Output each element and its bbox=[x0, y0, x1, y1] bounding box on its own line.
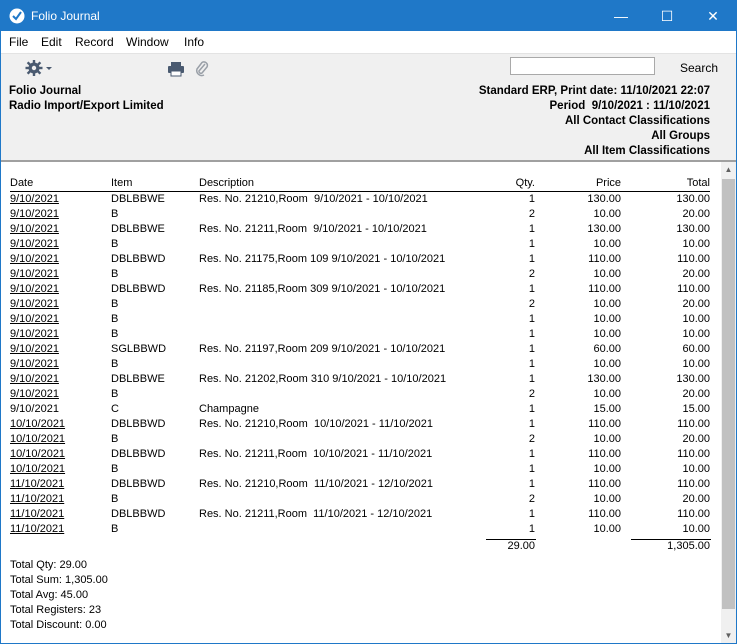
row-price: 10.00 bbox=[593, 328, 621, 340]
company-name: Radio Import/Export Limited bbox=[9, 100, 164, 112]
table-row bbox=[1, 418, 721, 433]
table-row bbox=[1, 463, 721, 478]
row-price: 10.00 bbox=[593, 523, 621, 535]
row-description: Res. No. 21202,Room 310 9/10/2021 - 10/10/2021 bbox=[199, 373, 447, 385]
row-qty: 1 bbox=[528, 253, 535, 265]
title-bar[interactable] bbox=[1, 1, 736, 31]
table-row bbox=[1, 433, 721, 448]
row-date-link[interactable]: 9/10/2021 bbox=[10, 373, 59, 385]
summary-line: Total Sum: 1,305.00 bbox=[10, 574, 108, 586]
row-total: 110.00 bbox=[677, 478, 710, 490]
table-row bbox=[1, 223, 721, 238]
print-icon[interactable] bbox=[167, 61, 185, 77]
row-qty: 2 bbox=[528, 268, 535, 280]
filter-groups: All Groups bbox=[651, 130, 710, 142]
row-total: 110.00 bbox=[677, 418, 710, 430]
table-row bbox=[1, 313, 721, 328]
row-total: 110.00 bbox=[677, 508, 710, 520]
row-price: 130.00 bbox=[587, 223, 621, 235]
attachment-icon[interactable] bbox=[194, 60, 210, 78]
search-button[interactable]: Search bbox=[680, 61, 719, 75]
table-row bbox=[1, 208, 721, 223]
row-qty: 2 bbox=[528, 433, 535, 445]
maximize-icon: ☐ bbox=[660, 7, 674, 24]
row-price: 110.00 bbox=[588, 283, 621, 295]
row-description: Res. No. 21175,Room 109 9/10/2021 - 10/10/2021 bbox=[199, 253, 446, 265]
grand-total-qty: 29.00 bbox=[507, 540, 535, 552]
row-item: DBLBBWD bbox=[111, 418, 166, 430]
row-date-link[interactable]: 9/10/2021 bbox=[10, 238, 59, 250]
row-date-link[interactable]: 9/10/2021 bbox=[10, 208, 59, 220]
row-total: 10.00 bbox=[682, 238, 710, 250]
row-item: DBLBBWD bbox=[111, 283, 166, 295]
row-item: C bbox=[111, 403, 119, 415]
row-qty: 2 bbox=[528, 208, 535, 220]
row-qty: 2 bbox=[528, 298, 535, 310]
table-row bbox=[1, 193, 721, 208]
row-description: Res. No. 21210,Room 11/10/2021 - 12/10/2021 bbox=[199, 478, 434, 490]
menu-record[interactable]: Record bbox=[75, 35, 114, 49]
row-total: 110.00 bbox=[677, 283, 710, 295]
row-item: DBLBBWE bbox=[111, 373, 165, 385]
settings-gear-icon[interactable] bbox=[25, 60, 55, 76]
report-body bbox=[1, 162, 721, 643]
row-price: 60.00 bbox=[593, 343, 621, 355]
row-qty: 1 bbox=[528, 193, 535, 205]
row-date-link[interactable]: 11/10/2021 bbox=[10, 478, 65, 490]
row-qty: 2 bbox=[528, 493, 535, 505]
row-qty: 1 bbox=[528, 448, 535, 460]
grand-total-amount: 1,305.00 bbox=[667, 540, 710, 552]
row-total: 10.00 bbox=[682, 358, 710, 370]
row-item: DBLBBWD bbox=[111, 508, 166, 520]
scroll-down-icon[interactable]: ▼ bbox=[724, 631, 733, 640]
row-date-link[interactable]: 11/10/2021 bbox=[10, 523, 65, 535]
row-item: DBLBBWD bbox=[111, 448, 166, 460]
row-date-link[interactable]: 9/10/2021 bbox=[10, 268, 59, 280]
row-item: B bbox=[111, 268, 119, 280]
row-item: B bbox=[111, 313, 119, 325]
menu-edit[interactable]: Edit bbox=[41, 35, 62, 49]
row-total: 10.00 bbox=[682, 523, 710, 535]
row-price: 10.00 bbox=[593, 463, 621, 475]
table-row bbox=[1, 253, 721, 268]
row-total: 110.00 bbox=[677, 253, 710, 265]
table-row bbox=[1, 238, 721, 253]
maximize-button[interactable] bbox=[644, 1, 690, 31]
period-info: Period 9/10/2021 : 11/10/2021 bbox=[549, 100, 710, 112]
close-icon: ✕ bbox=[707, 7, 719, 24]
row-qty: 2 bbox=[528, 388, 535, 400]
table-row bbox=[1, 328, 721, 343]
row-total: 10.00 bbox=[682, 328, 710, 340]
summary-line: Total Avg: 45.00 bbox=[10, 589, 89, 601]
row-description: Res. No. 21211,Room 9/10/2021 - 10/10/2021 bbox=[199, 223, 427, 235]
filter-contact-classifications: All Contact Classifications bbox=[564, 115, 710, 127]
row-total: 130.00 bbox=[676, 373, 710, 385]
row-price: 110.00 bbox=[588, 448, 621, 460]
app-icon bbox=[9, 8, 25, 24]
row-item: B bbox=[111, 493, 119, 505]
row-date-link[interactable]: 9/10/2021 bbox=[10, 343, 59, 355]
report-header bbox=[1, 83, 736, 162]
summary-line: Total Discount: 0.00 bbox=[10, 619, 107, 631]
col-header-price: Price bbox=[595, 177, 621, 189]
toolbar bbox=[1, 53, 736, 84]
row-item: DBLBBWD bbox=[111, 478, 166, 490]
row-price: 10.00 bbox=[593, 268, 621, 280]
row-date-link[interactable]: 9/10/2021 bbox=[10, 358, 59, 370]
scrollbar-thumb[interactable] bbox=[722, 179, 735, 609]
row-price: 10.00 bbox=[593, 493, 621, 505]
row-item: DBLBBWE bbox=[111, 193, 165, 205]
row-description: Res. No. 21211,Room 10/10/2021 - 11/10/2021 bbox=[199, 448, 433, 460]
row-item: B bbox=[111, 208, 119, 220]
row-price: 10.00 bbox=[593, 358, 621, 370]
table-row bbox=[1, 478, 721, 493]
close-button[interactable] bbox=[690, 1, 736, 31]
row-total: 20.00 bbox=[682, 268, 710, 280]
header-separator bbox=[10, 191, 710, 192]
report-title: Folio Journal bbox=[9, 85, 82, 97]
row-description: Champagne bbox=[199, 403, 259, 415]
row-date-link[interactable]: 9/10/2021 bbox=[10, 223, 59, 235]
row-total: 10.00 bbox=[682, 463, 710, 475]
row-qty: 1 bbox=[528, 403, 535, 415]
row-qty: 1 bbox=[528, 223, 535, 235]
filter-item-classifications: All Item Classifications bbox=[584, 145, 710, 157]
col-header-item: Item bbox=[111, 177, 133, 189]
row-total: 20.00 bbox=[682, 493, 710, 505]
row-total: 130.00 bbox=[676, 223, 710, 235]
row-total: 10.00 bbox=[682, 313, 710, 325]
row-date-link[interactable]: 10/10/2021 bbox=[10, 433, 66, 445]
row-item: B bbox=[111, 358, 119, 370]
row-item: B bbox=[111, 298, 119, 310]
row-price: 10.00 bbox=[593, 208, 621, 220]
row-total: 110.00 bbox=[677, 448, 710, 460]
row-date-link[interactable]: 10/10/2021 bbox=[10, 463, 66, 475]
row-price: 130.00 bbox=[587, 193, 621, 205]
row-qty: 1 bbox=[528, 358, 535, 370]
col-header-qty: Qty. bbox=[515, 177, 535, 189]
row-price: 10.00 bbox=[593, 313, 621, 325]
row-date-link: 9/10/2021 bbox=[10, 403, 59, 415]
row-total: 130.00 bbox=[676, 193, 710, 205]
row-description: Res. No. 21197,Room 209 9/10/2021 - 10/10/2021 bbox=[199, 343, 446, 355]
menu-window[interactable]: Window bbox=[126, 35, 169, 49]
row-item: B bbox=[111, 238, 119, 250]
row-item: B bbox=[111, 388, 119, 400]
row-qty: 1 bbox=[528, 238, 535, 250]
row-price: 110.00 bbox=[588, 508, 621, 520]
summary-line: Total Qty: 29.00 bbox=[10, 559, 88, 571]
minimize-icon: — bbox=[614, 8, 628, 24]
search-input[interactable] bbox=[510, 57, 655, 75]
row-total: 20.00 bbox=[682, 388, 710, 400]
row-description: Res. No. 21210,Room 10/10/2021 - 11/10/2021 bbox=[199, 418, 434, 430]
row-price: 10.00 bbox=[593, 433, 621, 445]
row-price: 130.00 bbox=[587, 373, 621, 385]
row-total: 20.00 bbox=[682, 208, 710, 220]
row-qty: 1 bbox=[528, 418, 535, 430]
table-row bbox=[1, 358, 721, 373]
row-description: Res. No. 21210,Room 9/10/2021 - 10/10/2021 bbox=[199, 193, 428, 205]
vertical-scrollbar[interactable] bbox=[721, 162, 736, 643]
row-date-link[interactable]: 9/10/2021 bbox=[10, 283, 59, 295]
window-title: Folio Journal bbox=[31, 9, 100, 23]
row-date-link[interactable]: 11/10/2021 bbox=[10, 508, 65, 520]
col-header-description: Description bbox=[199, 177, 255, 189]
table-row bbox=[1, 373, 721, 388]
row-qty: 1 bbox=[528, 478, 535, 490]
row-description: Res. No. 21211,Room 11/10/2021 - 12/10/2021 bbox=[199, 508, 433, 520]
row-total: 60.00 bbox=[682, 343, 710, 355]
row-item: B bbox=[111, 463, 119, 475]
row-date-link[interactable]: 10/10/2021 bbox=[10, 448, 66, 460]
row-qty: 1 bbox=[528, 373, 535, 385]
scroll-up-icon[interactable]: ▲ bbox=[724, 165, 733, 174]
table-row bbox=[1, 343, 721, 358]
table-row bbox=[1, 403, 721, 418]
summary-line: Total Registers: 23 bbox=[10, 604, 102, 616]
row-date-link[interactable]: 9/10/2021 bbox=[10, 193, 59, 205]
row-item: DBLBBWD bbox=[111, 253, 166, 265]
minimize-button[interactable] bbox=[598, 1, 644, 31]
row-item: SGLBBWD bbox=[111, 343, 167, 355]
row-price: 10.00 bbox=[593, 298, 621, 310]
row-date-link[interactable]: 9/10/2021 bbox=[10, 328, 59, 340]
row-item: B bbox=[111, 433, 119, 445]
row-qty: 1 bbox=[528, 313, 535, 325]
row-price: 110.00 bbox=[588, 253, 621, 265]
row-item: B bbox=[111, 328, 119, 340]
table-row bbox=[1, 448, 721, 463]
row-date-link[interactable]: 11/10/2021 bbox=[10, 493, 65, 505]
table-row bbox=[1, 493, 721, 508]
menu-file[interactable]: File bbox=[9, 35, 29, 49]
menu-bar bbox=[1, 31, 736, 53]
row-date-link[interactable]: 9/10/2021 bbox=[10, 388, 59, 400]
row-date-link[interactable]: 10/10/2021 bbox=[10, 418, 66, 430]
row-qty: 1 bbox=[528, 508, 535, 520]
row-item: DBLBBWE bbox=[111, 223, 165, 235]
table-row bbox=[1, 298, 721, 313]
table-row bbox=[1, 268, 721, 283]
col-header-total: Total bbox=[686, 177, 710, 189]
row-price: 110.00 bbox=[588, 478, 621, 490]
menu-info[interactable]: Info bbox=[184, 35, 205, 49]
table-row bbox=[1, 523, 721, 538]
row-price: 10.00 bbox=[593, 388, 621, 400]
row-price: 15.00 bbox=[593, 403, 621, 415]
table-row bbox=[1, 388, 721, 403]
row-qty: 1 bbox=[528, 523, 535, 535]
table-row bbox=[1, 508, 721, 523]
row-qty: 1 bbox=[528, 463, 535, 475]
row-price: 110.00 bbox=[588, 418, 621, 430]
row-date-link[interactable]: 9/10/2021 bbox=[10, 313, 59, 325]
row-total: 15.00 bbox=[682, 403, 710, 415]
row-total: 20.00 bbox=[682, 298, 710, 310]
print-info: Standard ERP, Print date: 11/10/2021 22:07 bbox=[478, 85, 710, 97]
row-price: 10.00 bbox=[593, 238, 621, 250]
row-qty: 1 bbox=[528, 328, 535, 340]
row-qty: 1 bbox=[528, 283, 535, 295]
row-item: B bbox=[111, 523, 119, 535]
row-total: 20.00 bbox=[682, 433, 710, 445]
row-date-link[interactable]: 9/10/2021 bbox=[10, 253, 59, 265]
row-qty: 1 bbox=[528, 343, 535, 355]
row-date-link[interactable]: 9/10/2021 bbox=[10, 298, 59, 310]
row-description: Res. No. 21185,Room 309 9/10/2021 - 10/10/2021 bbox=[199, 283, 446, 295]
col-header-date: Date bbox=[10, 177, 34, 189]
table-row bbox=[1, 283, 721, 298]
